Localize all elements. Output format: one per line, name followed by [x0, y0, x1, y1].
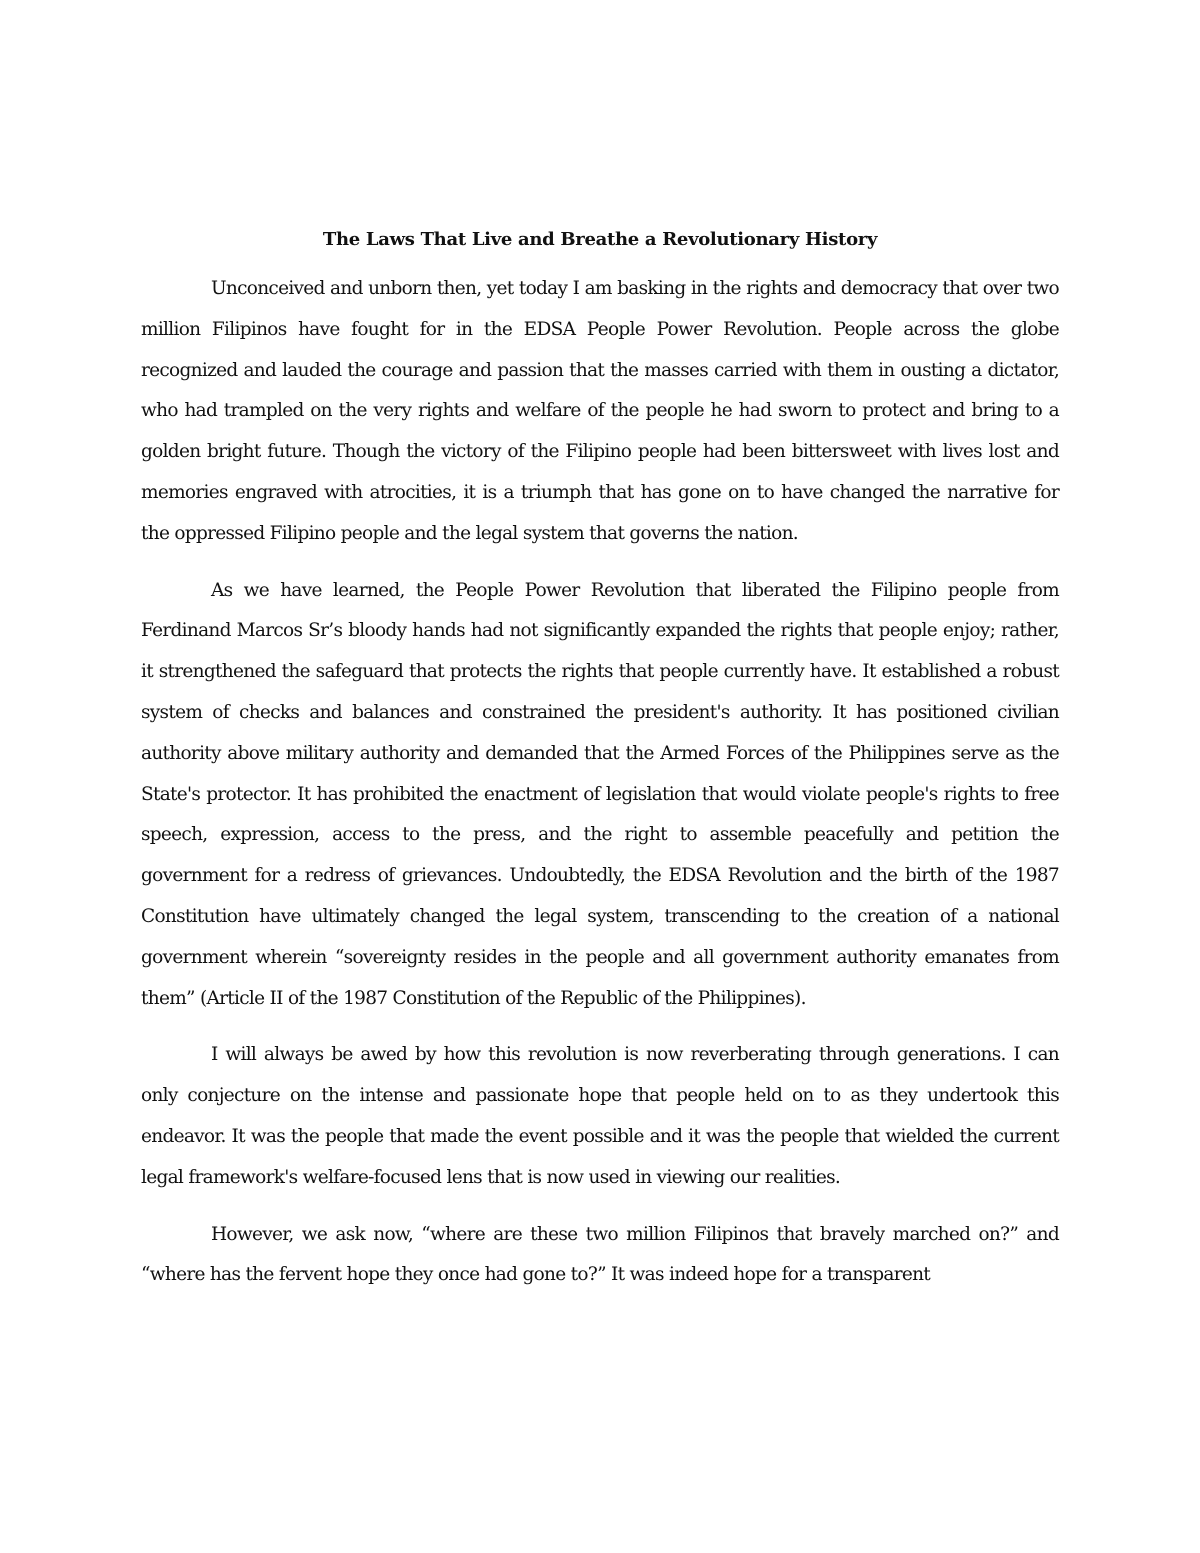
paragraph-4: However, we ask now, “where are these two million Filipinos that bravely marched on?” and “where has the fervent hope they once had gone to?” It was indeed hope for a transparent — [141, 1223, 1059, 1286]
paragraph-2: As we have learned, the People Power Revolution that liberated the Filipino people from Ferdinand Marcos Sr’s bloody hands had not significantly expanded the rights that people enjoy; rather, it strengthened the safeguard that protects the rights that people currently have. It established a robust system of checks and balances and constrained the president's authority. It has positioned civilian authority above military authority and demanded that the Armed Forces of the Philippines serve as the State's protector. It has prohibited the enactment of legislation that would violate people's rights to free speech, expression, access to the press, and the right to assemble peacefully and petition the government for a redress of grievances. Undoubtedly, the EDSA Revolution and the birth of the 1987 Constitution have ultimately changed the legal system, transcending to the creation of a national government wherein “sovereignty resides in the people and all government authority emanates from them” (Article II of the 1987 Constitution of the Republic of the Philippines). — [141, 579, 1059, 1009]
paragraph-3: I will always be awed by how this revolution is now reverberating through generations. I can only conjecture on the intense and passionate hope that people held on to as they undertook this endeavor. It was the people that made the event possible and it was the people that wielded the current legal framework's welfare-focused lens that is now used in viewing our realities. — [141, 1044, 1059, 1188]
document-body — [141, 225, 1059, 1312]
paragraph-1: Unconceived and unborn then, yet today I am basking in the rights and democracy that over two million Filipinos have fought for in the EDSA People Power Revolution. People across the globe recognized and lauded the courage and passion that the masses carried with them in ousting a dictator, who had trampled on the very rights and welfare of the people he had sworn to protect and bring to a golden bright future. Though the victory of the Filipino people had been bittersweet with lives lost and memories engraved with atrocities, it is a triumph that has gone on to have changed the narrative for the oppressed Filipino people and the legal system that governs the nation. — [141, 278, 1059, 544]
document-title: The Laws That Live and Breathe a Revolutionary History — [322, 229, 878, 250]
